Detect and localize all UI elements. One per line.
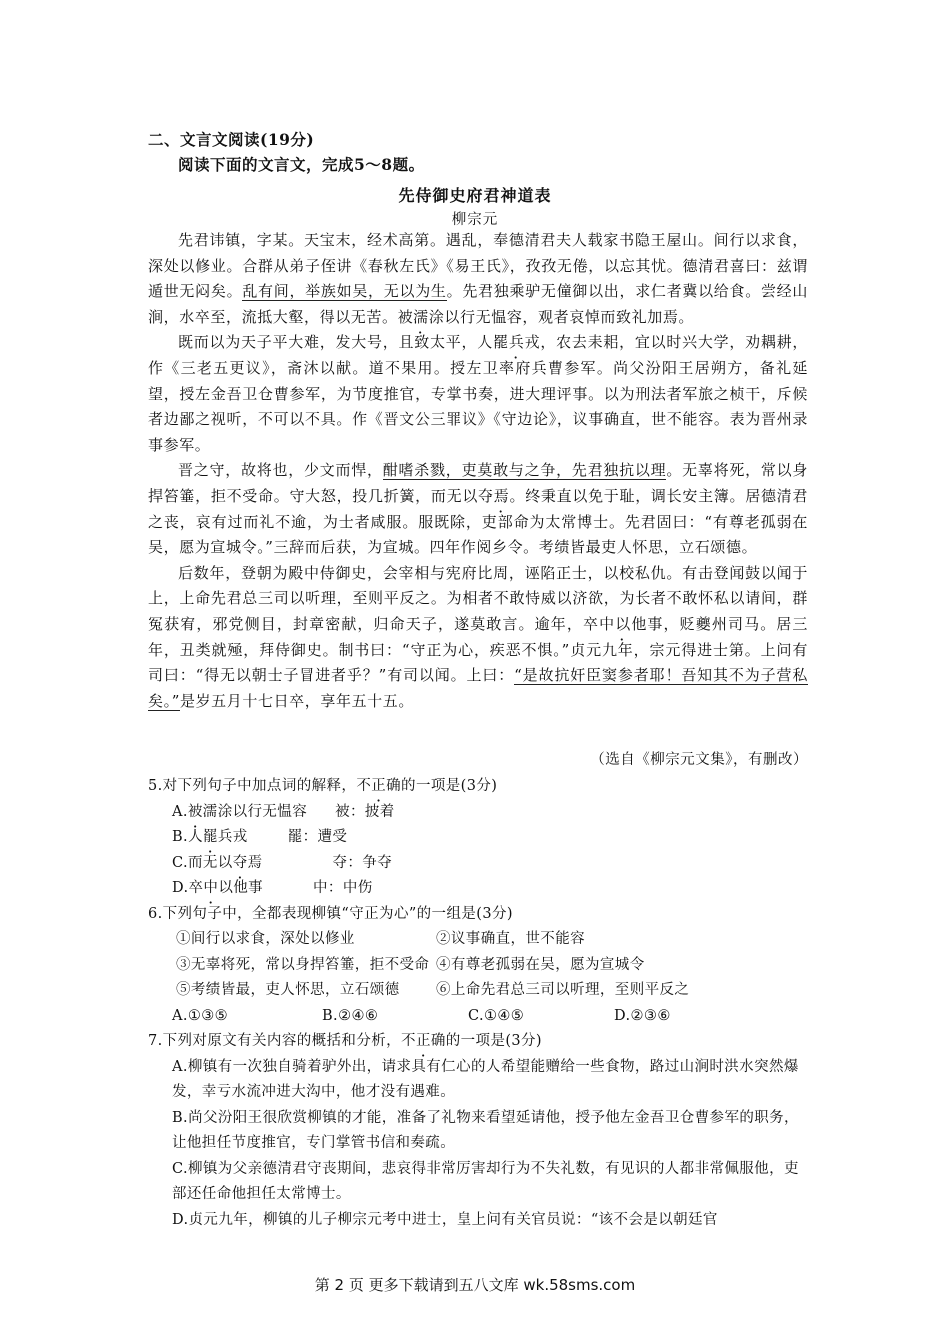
text-run: 濡涂以行无愠容 xyxy=(202,803,308,820)
text-run: 焉。终秉直以免于耻，调长安主簿。居德清君之丧，哀有过而礼不逾，为士者咸服。服既除，吏部命为太常博士。先君固曰：“有尊老孤弱在吴，愿为宣城令。”三辞而后获，为宣城。四年作阅乡令。考绩皆最吏人怀思，立石颂德。 xyxy=(148,486,808,557)
question-7-option-b: B.尚父汾阳王很欣赏柳镇的才能，准备了礼物来看望延请他，授予他左金吾卫仓曹参军的职务，让他担任节度推官，专门掌管书信和奏疏。 xyxy=(172,1109,799,1151)
list-item: ②议事确直，世不能容 xyxy=(436,931,585,947)
passage-paragraph-3 xyxy=(148,458,808,560)
question-7-stem xyxy=(148,1029,808,1055)
list-item: ⑥上命先君总三司以听理，至则平反之 xyxy=(436,982,690,998)
dotted-word: 罷 xyxy=(202,829,218,845)
text-run: 5.对下列句子中加点词的解释， xyxy=(148,778,357,794)
list-item: ③无辜将死，常以身捍笞箠，拒不受命 xyxy=(176,956,430,973)
question-7-option-d: D.贞元九年，柳镇的儿子柳宗元考中进士，皇上问有关官员说：“该不会是以朝廷官 xyxy=(172,1211,718,1228)
dotted-word: 被 xyxy=(397,307,414,326)
list-item: ⑤考绩皆最，吏人怀思，立石颂德 xyxy=(176,982,400,998)
question-7-option-c: C.柳镇为父亲德清君守丧期间，悲哀得非常厉害却行为不失礼数，有见识的人都非常佩服他，吏部还任命他担任太常博士。 xyxy=(172,1160,799,1202)
dotted-word: 被 xyxy=(187,803,203,820)
text-run: 7.下列对原文有关内容的概括和分析， xyxy=(148,1033,402,1049)
dotted-word: 不正确 xyxy=(401,1033,446,1049)
article-author: 柳宗元 xyxy=(451,212,499,228)
page-footer: 第 2 页 更多下载请到五八文库 wk.58sms.com xyxy=(314,1276,636,1294)
text-run: 以他事，贬夔州司马。居三年，丑类就殛，拜侍御史。制书曰：“守正为心，疾恶不惧。”贞元九年，宗元得进士第。上问有司曰：“得无以朝士子冒进者乎？”有司以闻。上曰： xyxy=(148,614,809,685)
list-item: ④有尊老孤弱在吴，愿为宣城令 xyxy=(436,956,645,973)
choice-b: B.②④⑥ xyxy=(322,1007,379,1024)
text-run: 。先君独乘驴无僮御以出，求仁者冀以给食。尝经山涧，水卒至，流抵大壑，得以无苦。 xyxy=(148,282,808,326)
text-run: 濡涂以行无愠容，观者哀悼而致礼加焉。 xyxy=(413,307,695,326)
passage-paragraph-1 xyxy=(148,228,808,330)
emphasis xyxy=(356,778,401,794)
text-run: C.而无以 xyxy=(172,854,233,871)
text-run: A. xyxy=(172,803,188,820)
underlined-sentence: 乱有间，举族如吴，无以为生 xyxy=(242,282,447,301)
dotted-word: 不正确 xyxy=(356,778,402,794)
text-run: 的一项是(3分) xyxy=(445,1033,542,1049)
question-5-stem xyxy=(148,774,808,800)
choice-c: C.①④⑤ xyxy=(468,1007,525,1024)
question-6-stem: 6.下列句子中，全都表现柳镇“守正为心”的一组是(3分) xyxy=(148,905,513,922)
text-run: B.人 xyxy=(172,829,203,845)
dotted-word: 中 xyxy=(599,614,616,633)
article-title: 先侍御史府君神道表 xyxy=(398,186,552,205)
text-run: 是岁五月十七日卒，享年五十五。 xyxy=(179,691,414,710)
question-6-choices xyxy=(148,1004,808,1030)
text-run: 的一项是(3分) xyxy=(401,778,498,794)
text-run: 以他事 xyxy=(218,880,264,896)
section-instruction: 阅读下面的文言文，完成5～8题。 xyxy=(178,155,425,174)
dotted-word: 夺 xyxy=(478,486,494,505)
question-5-option-d xyxy=(148,876,808,902)
text-run: 焉 xyxy=(247,854,263,871)
gloss: 中：中伤 xyxy=(313,880,373,896)
gloss: 罷：遭受 xyxy=(287,829,348,845)
choice-a: A.①③⑤ xyxy=(172,1007,229,1024)
text-run: 先君讳镇，字某。天宝末，经术高第。遇乱，奉德清君夫人载家书隐王屋山。间行以求食，深处以修业。合群从弟子侄讲《春秋左氏》《易王氏》，孜孜无倦，以忘其忧。德清君喜曰：兹谓遁世无闷矣。 xyxy=(148,231,808,301)
dotted-word: 中 xyxy=(203,880,219,896)
passage-paragraph-2 xyxy=(148,330,808,458)
section-heading: 二、文言文阅读(19分) xyxy=(148,130,315,149)
question-7-option-a: A.柳镇有一次独自骑着驴外出，请求具有仁心的人希望能赠给一些食物，路过山涧时洪水突然爆发，幸亏水流冲进大沟中，他才没有遇难。 xyxy=(172,1058,799,1100)
passage xyxy=(148,228,808,714)
question-5-option-b xyxy=(148,825,808,851)
question-5-option-a xyxy=(148,800,808,826)
text-run: 兵戎 xyxy=(217,829,248,845)
passage-paragraph-4 xyxy=(148,561,808,715)
list-item: ①间行以求食，深处以修业 xyxy=(176,931,355,947)
underlined-sentence: “是故抗奸臣窦参者耶！吾知其不为子营私矣。” xyxy=(148,666,808,710)
gloss: 被：披着 xyxy=(335,803,395,820)
questions xyxy=(148,774,808,1233)
text-run: 后数年，登朝为殿中侍御史，会宰相与宪府比周，诬陷正士，以校私仇。有击登闻鼓以闻于上，上命先君总三司以听理，至则平反之。为相者不敢恃威以济欲，为长者不敢怀私以请间，群冤获宥，邪党侧目，封章密献，归命天子，遂莫敢言。逾年，卒 xyxy=(148,563,808,633)
dotted-word: 夺 xyxy=(232,854,248,871)
choice-d: D.②③⑥ xyxy=(614,1007,671,1024)
text-run: 。无辜将死，常以身捍笞箠，拒不受命。守大怒，投几折簧，而无以 xyxy=(148,461,808,505)
underlined-sentence: 酣嗜杀戮，吏莫敢与之争，先君独抗以理 xyxy=(382,461,667,480)
dotted-word: 罷 xyxy=(493,333,509,352)
text-run: 晋之守，故将也，少文而悍， xyxy=(178,461,383,480)
text-run: D.卒 xyxy=(172,880,204,896)
text-run: 既而以为天子平大难，发大号，且致太平，人 xyxy=(178,333,494,352)
source-note: （选自《柳宗元文集》，有删改） xyxy=(590,752,808,768)
gloss: 夺：争夺 xyxy=(332,854,393,871)
question-6-items xyxy=(148,927,808,1004)
text-run: 兵戎，农去耒耜，宜以时兴大学，劝耦耕，作《三老五更议》，斋沐以献。道不果用。授左卫率府兵曹参军。尚父汾阳王居朔方，备礼延望，授左金吾卫仓曹参军，为节度推官，专掌书奏，进大理评事。以为刑法者军旅之桢干，斥候者边鄙之视听，不可以不具。作《晋文公三罪议》《守边论》，议事确直，世不能容。表为晋州录事参军。 xyxy=(148,333,809,454)
question-5-option-c xyxy=(148,851,808,877)
